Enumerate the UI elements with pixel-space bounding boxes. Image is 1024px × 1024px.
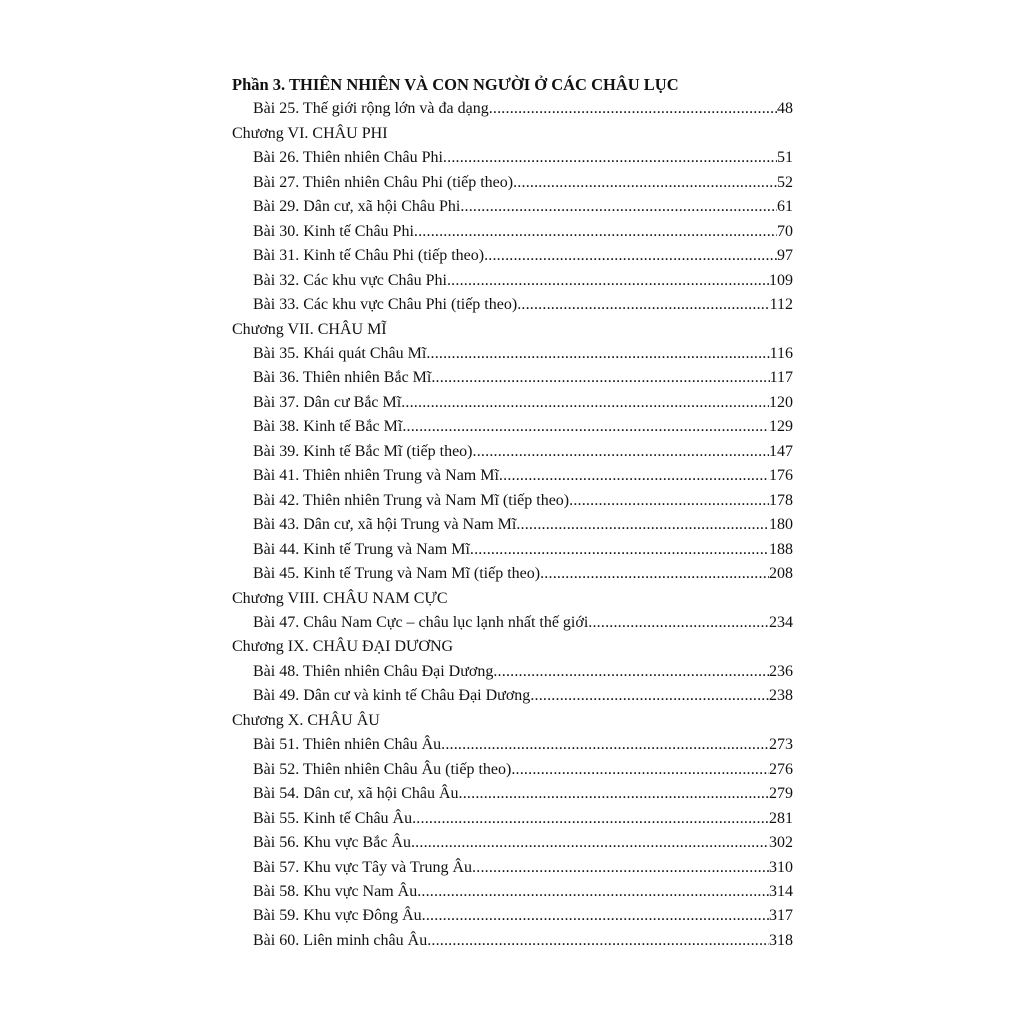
page-number: 70 xyxy=(777,222,793,240)
toc-entry xyxy=(232,171,793,195)
entry-title: Bài 33. Các khu vực Châu Phi (tiếp theo) xyxy=(253,296,518,314)
entry-title: Bài 38. Kinh tế Bắc Mĩ xyxy=(253,418,403,436)
page-number: 234 xyxy=(769,613,793,631)
dot-leader xyxy=(470,538,769,562)
toc-entry xyxy=(232,440,793,464)
dot-leader xyxy=(484,244,777,268)
dot-leader xyxy=(513,171,777,195)
page-number: 97 xyxy=(777,247,793,265)
page-number: 61 xyxy=(777,198,793,216)
dot-leader xyxy=(588,611,769,635)
page-number: 147 xyxy=(769,442,793,460)
page-number: 236 xyxy=(769,662,793,680)
toc-entry xyxy=(232,146,793,170)
dot-leader xyxy=(472,856,769,880)
chapter-heading: Chương VII. CHÂU MĨ xyxy=(232,320,387,338)
toc-entry xyxy=(232,562,793,586)
entry-title: Bài 49. Dân cư và kinh tế Châu Đại Dương xyxy=(253,687,531,705)
dot-leader xyxy=(417,880,769,904)
dot-leader xyxy=(516,513,769,537)
entry-title: Bài 44. Kinh tế Trung và Nam Mĩ xyxy=(253,540,470,558)
entry-title: Bài 59. Khu vực Đông Âu xyxy=(253,907,422,925)
page-number: 317 xyxy=(769,907,793,925)
dot-leader xyxy=(414,220,777,244)
dot-leader xyxy=(489,97,777,121)
toc-entry xyxy=(232,391,793,415)
entry-title: Bài 56. Khu vực Bắc Âu xyxy=(253,834,411,852)
entry-title: Bài 37. Dân cư Bắc Mĩ xyxy=(253,393,402,411)
entry-title: Bài 60. Liên minh châu Âu xyxy=(253,931,428,949)
dot-leader xyxy=(569,489,769,513)
chapter-heading: Chương IX. CHÂU ĐẠI DƯƠNG xyxy=(232,638,454,656)
chapters xyxy=(232,122,793,953)
page-number: 180 xyxy=(769,516,793,534)
dot-leader xyxy=(473,440,769,464)
toc-entry xyxy=(232,293,793,317)
toc-entry xyxy=(232,782,793,806)
toc-entry xyxy=(232,513,793,537)
toc-entry xyxy=(232,807,793,831)
page-number: 281 xyxy=(769,809,793,827)
toc-entry xyxy=(232,415,793,439)
page-number: 276 xyxy=(769,760,793,778)
chapter-heading: Chương VIII. CHÂU NAM CỰC xyxy=(232,589,448,607)
toc-entry xyxy=(232,244,793,268)
toc-entry xyxy=(232,733,793,757)
dot-leader xyxy=(412,807,769,831)
toc-entry xyxy=(232,195,793,219)
page-number: 310 xyxy=(769,858,793,876)
entry-title: Bài 29. Dân cư, xã hội Châu Phi xyxy=(253,198,461,216)
entry-title: Bài 31. Kinh tế Châu Phi (tiếp theo) xyxy=(253,247,485,265)
page-number: 273 xyxy=(769,736,793,754)
entry-title: Bài 41. Thiên nhiên Trung và Nam Mĩ xyxy=(253,467,499,485)
dot-leader xyxy=(431,366,769,390)
page-number: 238 xyxy=(769,687,793,705)
entry-title: Bài 35. Khái quát Châu Mĩ xyxy=(253,344,427,362)
dot-leader xyxy=(426,342,769,366)
toc-entry xyxy=(232,856,793,880)
dot-leader xyxy=(443,146,777,170)
entry-title: Bài 57. Khu vực Tây và Trung Âu xyxy=(253,858,473,876)
entry-title: Bài 48. Thiên nhiên Châu Đại Dương xyxy=(253,662,494,680)
toc-entry xyxy=(232,831,793,855)
dot-leader xyxy=(402,415,769,439)
dot-leader xyxy=(411,831,769,855)
toc-entry xyxy=(232,660,793,684)
page-number: 52 xyxy=(777,173,793,191)
entry-title: Bài 27. Thiên nhiên Châu Phi (tiếp theo) xyxy=(253,173,514,191)
dot-leader xyxy=(493,660,769,684)
page-number: 109 xyxy=(769,271,793,289)
entry-title: Bài 51. Thiên nhiên Châu Âu xyxy=(253,736,442,754)
page-number: 176 xyxy=(769,467,793,485)
toc-entry xyxy=(232,97,793,121)
dot-leader xyxy=(517,293,769,317)
intro-items xyxy=(232,97,793,121)
page-number: 120 xyxy=(769,393,793,411)
entry-title: Bài 45. Kinh tế Trung và Nam Mĩ (tiếp theo) xyxy=(253,565,541,583)
entry-title: Bài 36. Thiên nhiên Bắc Mĩ xyxy=(253,369,432,387)
page-number: 48 xyxy=(777,100,793,118)
chapter-heading: Chương X. CHÂU ÂU xyxy=(232,711,380,729)
entry-title: Bài 55. Kinh tế Châu Âu xyxy=(253,809,413,827)
page-number: 116 xyxy=(769,344,793,362)
page-number: 314 xyxy=(769,882,793,900)
table-of-contents xyxy=(232,73,793,953)
toc-entry xyxy=(232,880,793,904)
toc-entry xyxy=(232,538,793,562)
entry-title: Bài 52. Thiên nhiên Châu Âu (tiếp theo) xyxy=(253,760,512,778)
page-number: 302 xyxy=(769,834,793,852)
dot-leader xyxy=(401,391,769,415)
dot-leader xyxy=(441,733,769,757)
dot-leader xyxy=(511,758,769,782)
toc-entry xyxy=(232,464,793,488)
page-number: 117 xyxy=(769,369,793,387)
dot-leader xyxy=(422,904,769,928)
entry-title: Bài 25. Thế giới rộng lớn và đa dạng xyxy=(253,100,489,118)
page-number: 279 xyxy=(769,785,793,803)
toc-entry xyxy=(232,269,793,293)
entry-title: Bài 39. Kinh tế Bắc Mĩ (tiếp theo) xyxy=(253,442,473,460)
chapter-heading: Chương VI. CHÂU PHI xyxy=(232,124,388,142)
dot-leader xyxy=(459,782,769,806)
dot-leader xyxy=(499,464,769,488)
entry-title: Bài 32. Các khu vực Châu Phi xyxy=(253,271,447,289)
toc-entry xyxy=(232,684,793,708)
toc-entry xyxy=(232,366,793,390)
entry-title: Bài 43. Dân cư, xã hội Trung và Nam Mĩ xyxy=(253,516,517,534)
toc-entry xyxy=(232,758,793,782)
page-number: 208 xyxy=(769,565,793,583)
toc-entry xyxy=(232,611,793,635)
dot-leader xyxy=(540,562,769,586)
entry-title: Bài 30. Kinh tế Châu Phi xyxy=(253,222,414,240)
toc-entry xyxy=(232,929,793,953)
page-number: 112 xyxy=(769,296,793,314)
dot-leader xyxy=(447,269,769,293)
toc-entry xyxy=(232,220,793,244)
entry-title: Bài 58. Khu vực Nam Âu xyxy=(253,882,418,900)
toc-entry xyxy=(232,489,793,513)
page-number: 51 xyxy=(777,149,793,167)
dot-leader xyxy=(460,195,777,219)
toc-entry xyxy=(232,342,793,366)
entry-title: Bài 42. Thiên nhiên Trung và Nam Mĩ (tiếp theo) xyxy=(253,491,570,509)
entry-title: Bài 54. Dân cư, xã hội Châu Âu xyxy=(253,785,459,803)
entry-title: Bài 47. Châu Nam Cực – châu lục lạnh nhất thế giới xyxy=(253,613,589,631)
toc-entry xyxy=(232,904,793,928)
page-number: 188 xyxy=(769,540,793,558)
page-number: 178 xyxy=(769,491,793,509)
entry-title: Bài 26. Thiên nhiên Châu Phi xyxy=(253,149,443,167)
dot-leader xyxy=(530,684,769,708)
part-title: Phần 3. THIÊN NHIÊN VÀ CON NGƯỜI Ở CÁC CHÂU LỤC xyxy=(232,75,679,94)
dot-leader xyxy=(427,929,769,953)
page-number: 129 xyxy=(769,418,793,436)
page-number: 318 xyxy=(769,931,793,949)
